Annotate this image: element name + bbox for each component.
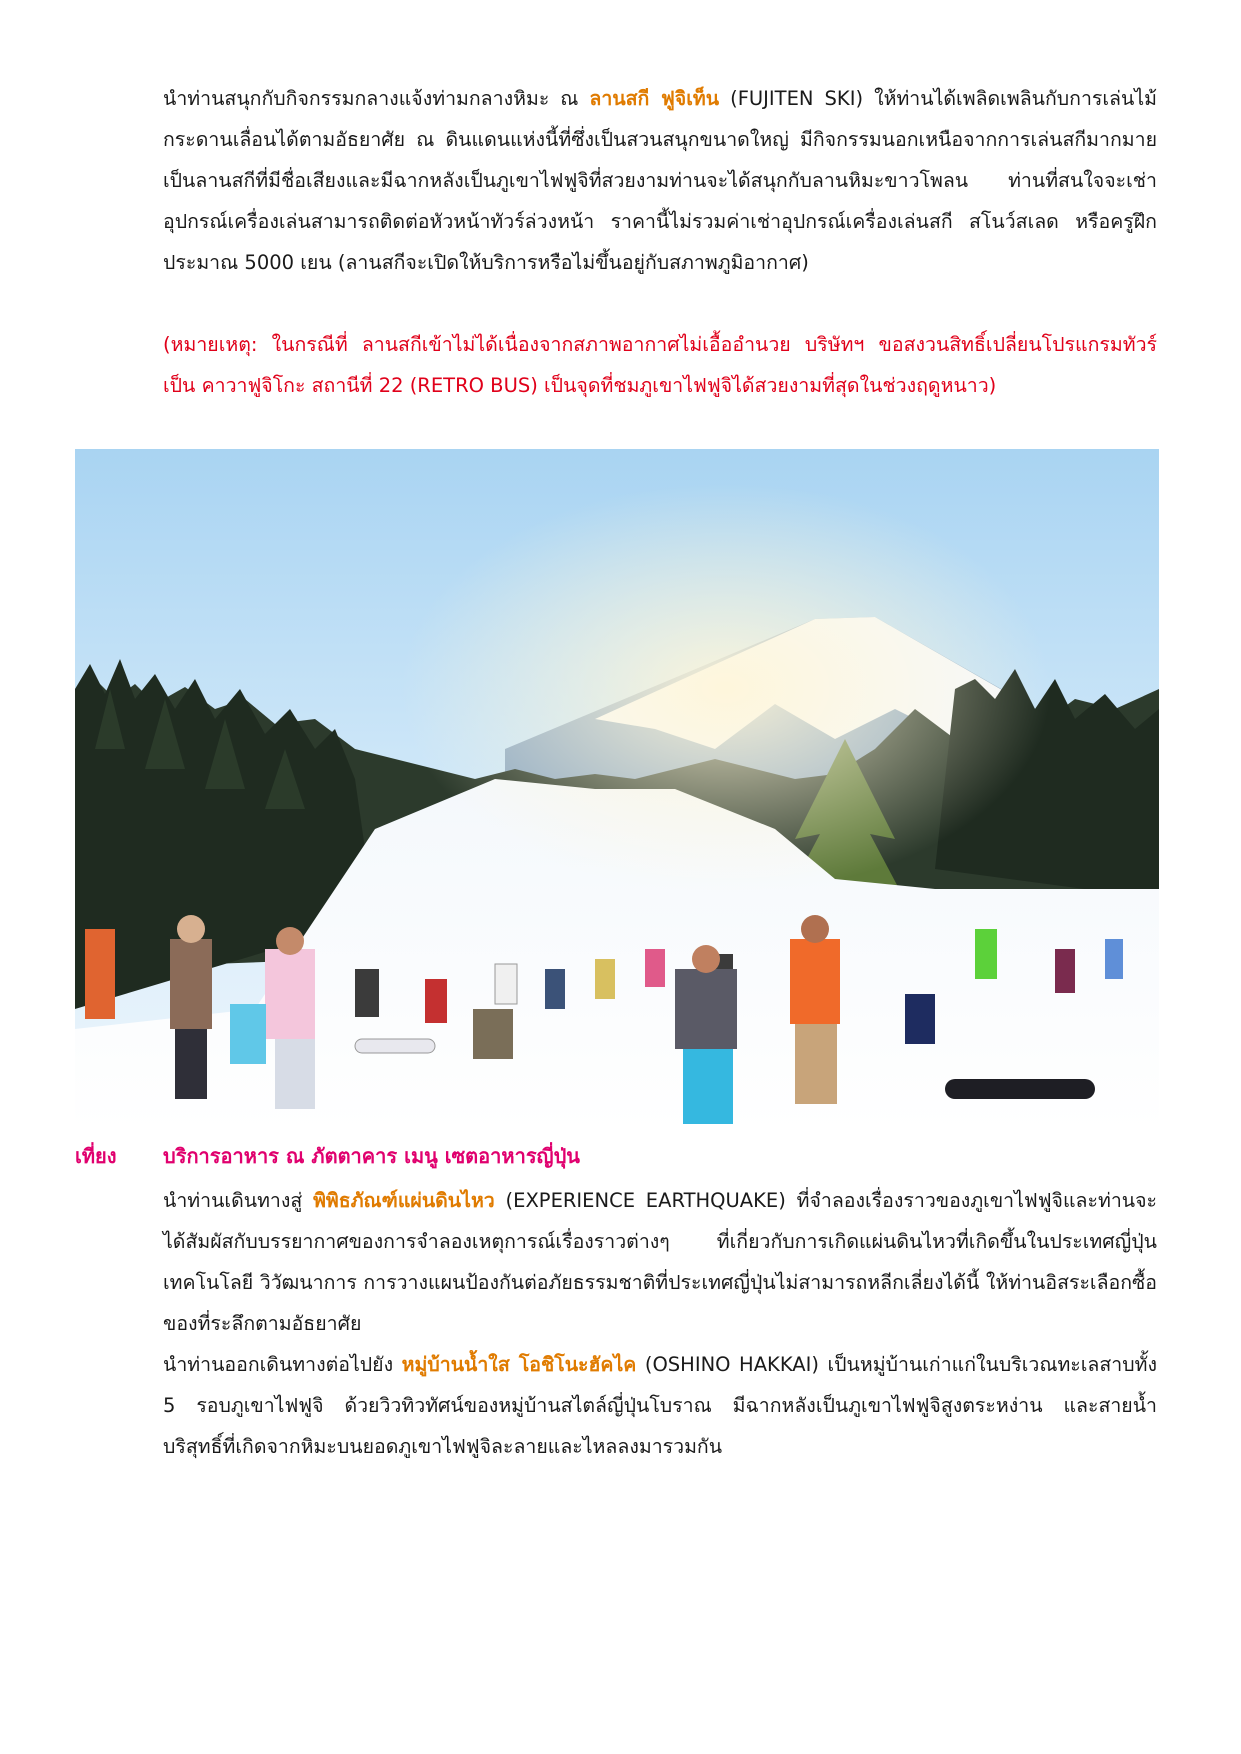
museum-text-start: นำท่านเดินทางสู่ <box>163 1189 314 1212</box>
lunch-menu: บริการอาหาร ณ ภัตตาคาร เมนู เซตอาหารญี่ปุ่น <box>163 1144 580 1168</box>
lunch-label: เที่ยง <box>75 1144 117 1168</box>
oshino-hakkai-highlight: หมู่บ้านน้ำใส โอชิโนะฮัคไค <box>401 1353 637 1376</box>
village-text-rest: (OSHINO HAKKAI) เป็นหมู่บ้านเก่าแก่ในบริเวณทะเลสาบทั้ง 5 รอบภูเขาไฟฟูจิ ด้วยวิวทิวทัศน์ของหมู่บ้านสไตล์ญี่ปุ่นโบราณ มีฉากหลังเป็นภูเขาไฟฟูจิสูงตระหง่าน และสายน้ำบริสุทธิ์ที่เกิดจากหิมะบนยอดภูเขาไฟฟูจิละลายและไหลลงมารวมกัน <box>163 1353 1157 1458</box>
museum-text-rest: (EXPERIENCE EARTHQUAKE) ที่จำลองเรื่องราวของภูเขาไฟฟูจิและท่านจะได้สัมผัสกับบรรยากาศของการจำลองเหตุการณ์เรื่องราวต่างๆ ที่เกี่ยวกับการเกิดแผ่นดินไหวที่เกิดขึ้นในประเทศญี่ปุ่น เทคโนโลยี วิวัฒนาการ การวางแผนป้องกันต่อภัยธรรมชาติที่ประเทศญี่ปุ่นไม่สามารถหลีกเลี่ยงได้นี้ ให้ท่านอิสระเลือกซื้อของที่ระลึกตามอัธยาศัย <box>163 1189 1157 1335</box>
ski-resort-photo <box>75 449 1159 1132</box>
intro-text-start: นำท่านสนุกกับกิจกรรมกลางแจ้งท่ามกลางหิมะ ณ <box>163 87 590 110</box>
village-text-start: นำท่านออกเดินทางต่อไปยัง <box>163 1353 402 1376</box>
village-paragraph <box>163 1344 1157 1467</box>
intro-text-rest: (FUJITEN SKI) ให้ท่านได้เพลิดเพลินกับการเล่นไม้กระดานเลื่อนได้ตามอัธยาศัย ณ ดินแดนแห่งนี้ที่ซึ่งเป็นสวนสนุกขนาดใหญ่ มีกิจกรรมนอกเหนือจากการเล่นสกีมากมาย เป็นลานสกีที่มีชื่อเสียงและมีฉากหลังเป็นภูเขาไฟฟูจิที่สวยงามท่านจะได้สนุกกับลานหิมะขาวโพลน ท่านที่สนใจจะเช่าอุปกรณ์เครื่องเล่นสามารถติดต่อหัวหน้าทัวร์ล่วงหน้า ราคานี้ไม่รวมค่าเช่าอุปกรณ์เครื่องเล่นสกี สโนว์สเลด หรือครูฝึก ประมาณ 5000 เยน (ลานสกีจะเปิดให้บริการหรือไม่ขึ้นอยู่กับสภาพภูมิอากาศ) <box>163 87 1157 274</box>
museum-paragraph <box>163 1180 1157 1344</box>
earthquake-museum-highlight: พิพิธภัณฑ์แผ่นดินไหว <box>313 1189 495 1212</box>
weather-note: (หมายเหตุ: ในกรณีที่ ลานสกีเข้าไม่ได้เนื่องจากสภาพอากาศไม่เอื้ออำนวย บริษัทฯ ขอสงวนสิทธิ์เปลี่ยนโปรแกรมทัวร์เป็น คาวาฟูจิโกะ สถานีที่ 22 (RETRO BUS) เป็นจุดที่ชมภูเขาไฟฟูจิได้สวยงามที่สุดในช่วงฤดูหนาว) <box>163 333 1157 397</box>
intro-paragraph <box>163 78 1157 283</box>
fujiten-ski-highlight: ลานสกี ฟูจิเท็น <box>589 87 720 110</box>
